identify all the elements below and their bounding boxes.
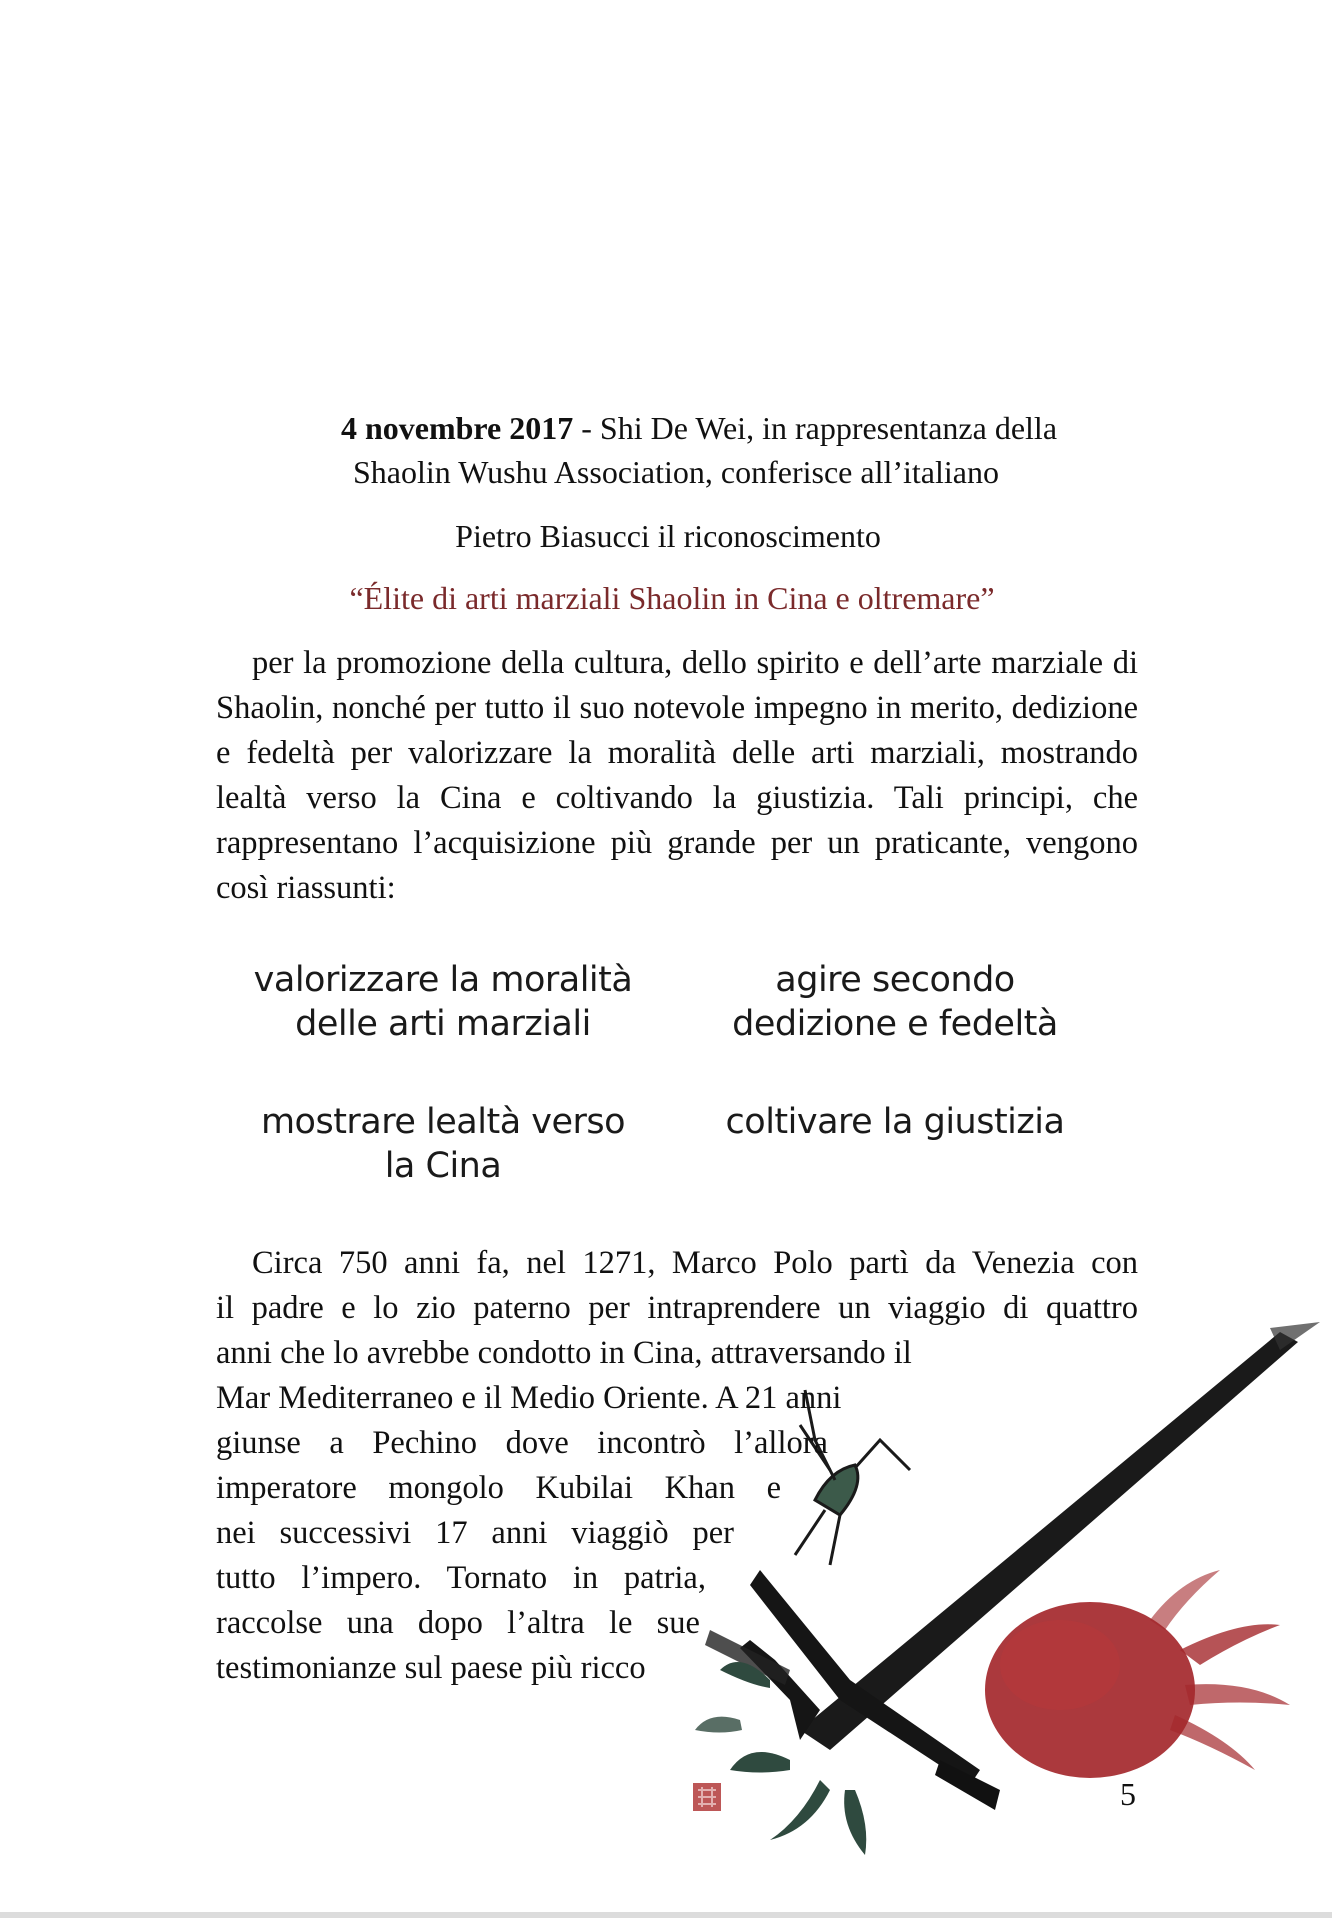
principle-4 xyxy=(655,1100,1135,1144)
paragraph-2-line-1-text: Circa 750 anni fa, nel 1271, Marco Polo partì da Venezia con xyxy=(252,1245,1138,1281)
heading-line2: Shaolin Wushu Association, conferisce all’italiano xyxy=(353,454,999,490)
paragraph-2-line-3: anni che lo avrebbe condotto in Cina, attraversando il xyxy=(216,1335,912,1371)
paragraph-2-line-9: raccolse una dopo l’altra le sue xyxy=(216,1605,700,1641)
paragraph-1 xyxy=(216,641,1138,911)
principle-1-line1: valorizzare la moralità xyxy=(253,960,633,1000)
heading-date-line xyxy=(33,406,1332,450)
red-seal-stamp-icon xyxy=(692,1782,722,1812)
paragraph-2-line-1 xyxy=(216,1241,1138,1286)
principle-1-line2: delle arti marziali xyxy=(295,1004,591,1044)
paragraph-2-line-6: imperatore mongolo Kubilai Khan e xyxy=(216,1470,781,1506)
principle-2 xyxy=(655,958,1135,1046)
paragraph-2-line-4: Mar Mediterraneo e il Medio Oriente. A 21 anni xyxy=(216,1380,842,1416)
principle-4-line1: coltivare la giustizia xyxy=(725,1102,1065,1142)
heading-line1-rest: - Shi De Wei, in rappresentanza della xyxy=(573,410,1058,446)
paragraph-2-line-8: tutto l’impero. Tornato in patria, xyxy=(216,1560,706,1596)
paragraph-2-line-10: testimonianze sul paese più ricco xyxy=(216,1650,646,1686)
paragraph-2-line-7: nei successivi 17 anni viaggiò per xyxy=(216,1515,734,1551)
principle-3 xyxy=(203,1100,683,1188)
paragraph-2-line-5: giunse a Pechino dove incontrò l’allora xyxy=(216,1425,828,1461)
page-number: 5 xyxy=(1120,1776,1136,1812)
principle-3-line1: mostrare lealtà verso xyxy=(260,1102,626,1142)
paragraph-1-text: per la promozione della cultura, dello spirito e dell’arte marziale di Shaolin, nonché per tutto il suo notevole impegno in merito, dedizione e fedeltà per valorizzare la moralità delle arti marziali, mostrando lealtà verso la Cina e coltivando la giustizia. Tali principi, che rappresentano l’acquisizione più grande per un praticante, vengono così riassunti: xyxy=(216,645,1138,906)
red-fruit-icon xyxy=(985,1570,1290,1778)
page-bottom-edge xyxy=(0,1912,1332,1918)
heading-line3: Pietro Biasucci il riconoscimento xyxy=(455,518,881,554)
paragraph-2-line-2: il padre e lo zio paterno per intraprendere un viaggio di quattro xyxy=(216,1290,1138,1326)
principle-2-line2: dedizione e fedeltà xyxy=(732,1004,1058,1044)
principle-3-line2: la Cina xyxy=(384,1146,502,1186)
heading-date: 4 novembre 2017 xyxy=(340,410,574,446)
principle-2-line1: agire secondo xyxy=(775,960,1015,1000)
award-title: “Élite di arti marziali Shaolin in Cina e oltremare” xyxy=(349,580,995,616)
principle-1 xyxy=(203,958,683,1046)
